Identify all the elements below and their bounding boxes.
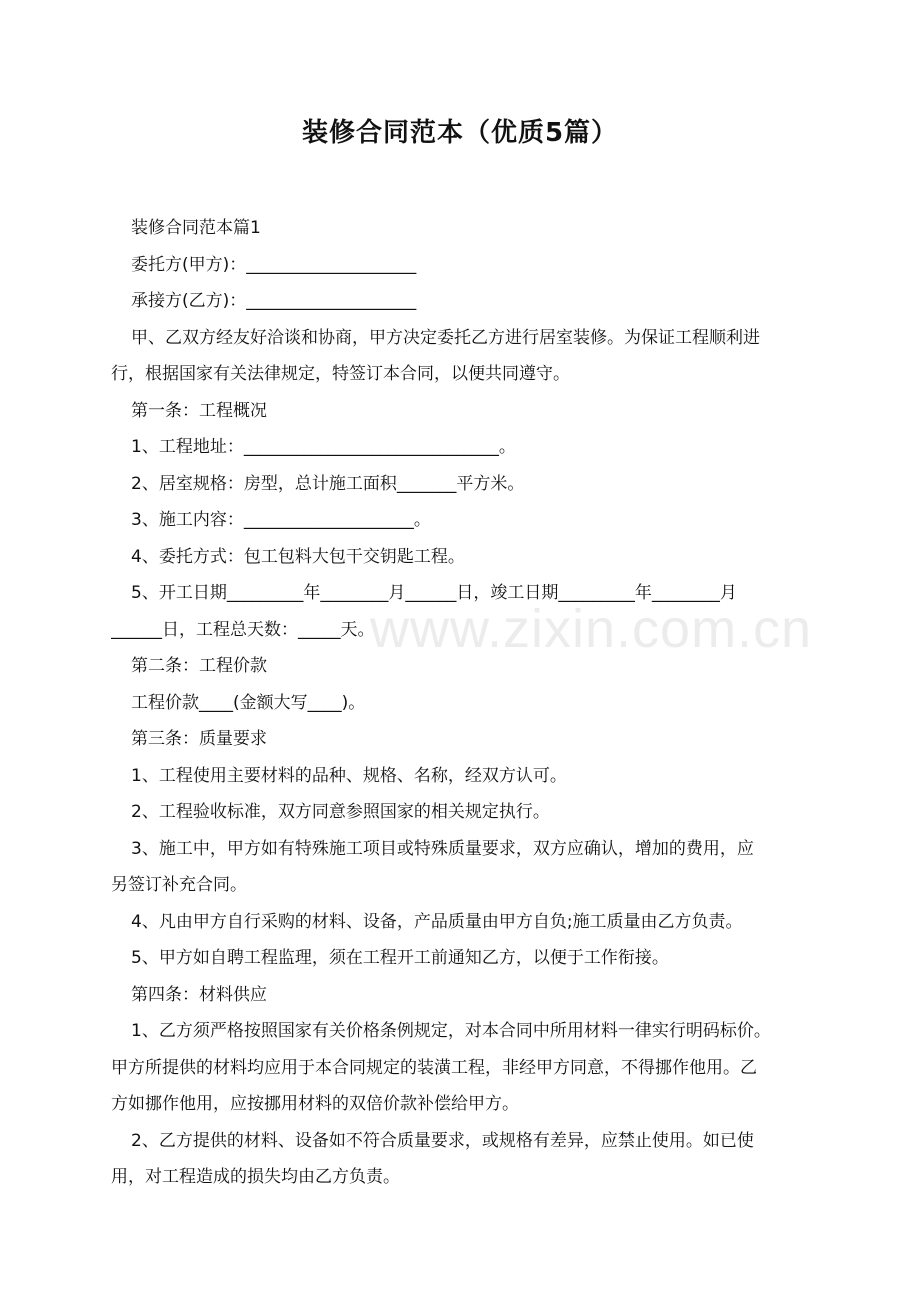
paragraph-line: 2、乙方提供的材料、设备如不符合质量要求，或规格有差异，应禁止使用。如已使 bbox=[131, 1130, 754, 1151]
paragraph-line: 5、开工日期_________年________月______日，竣工日期_________年________月 bbox=[131, 583, 737, 603]
paragraph-line: 3、施工中，甲方如有特殊施工项目或特殊质量要求，双方应确认，增加的费用，应 bbox=[131, 838, 754, 859]
paragraph-line: 1、乙方须严格按照国家有关价格条例规定，对本合同中所用材料一律实行明码标价。 bbox=[131, 1021, 771, 1041]
paragraph-line: 甲、乙双方经友好洽谈和协商，甲方决定委托乙方进行居室装修。为保证工程顺利进 bbox=[131, 327, 760, 348]
document-body bbox=[111, 210, 821, 1196]
paragraph-line: 甲方所提供的材料均应用于本合同规定的装潢工程，非经甲方同意，不得挪作他用。乙 bbox=[111, 1057, 757, 1078]
paragraph-line: 1、工程地址：______________________________。 bbox=[131, 437, 516, 457]
clause-heading: 第二条：工程价款 bbox=[131, 656, 267, 676]
clause-heading: 第一条：工程概况 bbox=[131, 400, 267, 421]
paragraph-line: ______日，工程总天数：_____天。 bbox=[111, 619, 375, 640]
paragraph-line: 用，对工程造成的损失均由乙方负责。 bbox=[111, 1167, 400, 1187]
paragraph-line: 5、甲方如自聘工程监理，须在工程开工前通知乙方，以便于工作衔接。 bbox=[131, 948, 669, 968]
paragraph-line: 4、委托方式：包工包料大包干交钥匙工程。 bbox=[131, 546, 465, 567]
watermark: www.zixin.com.cn bbox=[370, 599, 813, 659]
paragraph-line: 3、施工内容：____________________。 bbox=[131, 510, 431, 530]
document-title: 装修合同范本（优质5篇） bbox=[301, 118, 619, 148]
paragraph-line: 1、工程使用主要材料的品种、规格、名称，经双方认可。 bbox=[131, 765, 567, 786]
paragraph-line: 行，根据国家有关法律规定，特签订本合同，以便共同遵守。 bbox=[111, 364, 570, 384]
paragraph-line: 2、居室规格：房型，总计施工面积_______平方米。 bbox=[131, 473, 525, 494]
paragraph-line: 方如挪作他用，应按挪用材料的双倍价款补偿给甲方。 bbox=[111, 1094, 519, 1114]
paragraph-line: 工程价款____(金额大写____)。 bbox=[131, 692, 366, 713]
section-heading: 装修合同范本篇1 bbox=[131, 218, 261, 238]
party-b-line: 承接方(乙方)：____________________ bbox=[131, 291, 417, 311]
paragraph-line: 4、凡由甲方自行采购的材料、设备，产品质量由甲方自负;施工质量由乙方负责。 bbox=[131, 911, 743, 932]
clause-heading: 第四条：材料供应 bbox=[131, 984, 267, 1005]
paragraph-line: 2、工程验收标准，双方同意参照国家的相关规定执行。 bbox=[131, 802, 550, 822]
paragraph-line: 另签订补充合同。 bbox=[111, 875, 247, 895]
clause-heading: 第三条：质量要求 bbox=[131, 729, 267, 749]
party-a-line: 委托方(甲方)：____________________ bbox=[131, 254, 417, 275]
